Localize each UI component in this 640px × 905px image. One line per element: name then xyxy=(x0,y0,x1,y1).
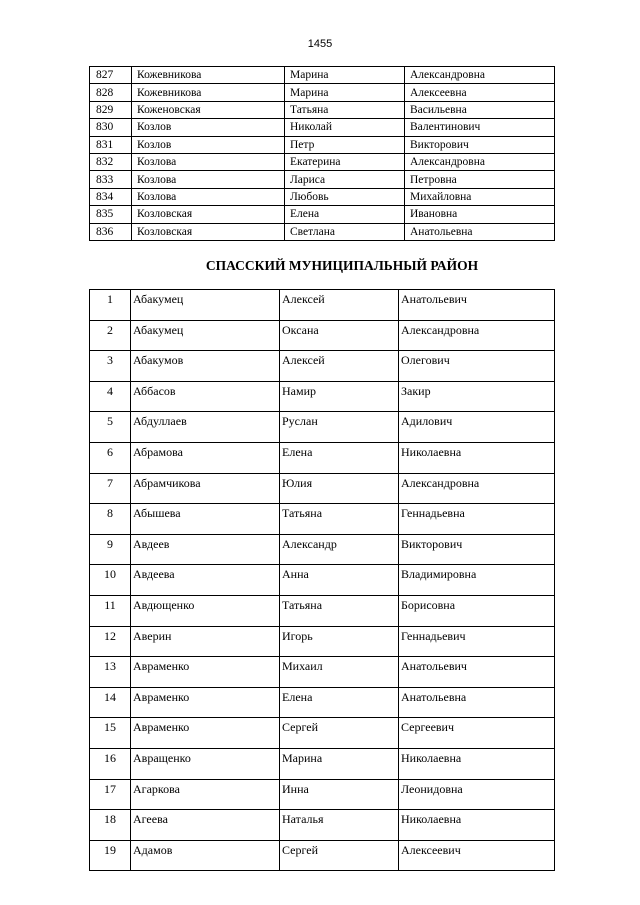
surname-cell: Абдуллаев xyxy=(131,412,280,443)
patronymic-cell: Александровна xyxy=(405,153,555,170)
surname-cell: Авраменко xyxy=(131,687,280,718)
table-row xyxy=(90,84,555,101)
surname-cell: Абакумец xyxy=(131,320,280,351)
table-row xyxy=(90,119,555,136)
surname-cell: Авдющенко xyxy=(131,595,280,626)
patronymic-cell: Валентинович xyxy=(405,119,555,136)
row-number: 833 xyxy=(90,171,132,188)
patronymic-cell: Александровна xyxy=(405,67,555,84)
table-row xyxy=(90,320,555,351)
table-row xyxy=(90,595,555,626)
table-row xyxy=(90,381,555,412)
table-row xyxy=(90,101,555,118)
first-name-cell: Татьяна xyxy=(280,595,399,626)
patronymic-cell: Адилович xyxy=(399,412,555,443)
table-row xyxy=(90,779,555,810)
patronymic-cell: Алексеевна xyxy=(405,84,555,101)
surname-cell: Абрамчикова xyxy=(131,473,280,504)
table-row xyxy=(90,290,555,321)
row-number: 13 xyxy=(90,657,131,688)
surname-cell: Козловская xyxy=(132,223,285,240)
patronymic-cell: Петровна xyxy=(405,171,555,188)
row-number: 10 xyxy=(90,565,131,596)
surname-cell: Козловская xyxy=(132,206,285,223)
table-row xyxy=(90,473,555,504)
row-number: 835 xyxy=(90,206,132,223)
surname-cell: Кожевникова xyxy=(132,84,285,101)
table-row xyxy=(90,718,555,749)
first-name-cell: Сергей xyxy=(280,840,399,871)
first-name-cell: Елена xyxy=(280,687,399,718)
first-name-cell: Наталья xyxy=(280,810,399,841)
surname-cell: Абышева xyxy=(131,504,280,535)
first-name-cell: Марина xyxy=(285,84,405,101)
first-name-cell: Светлана xyxy=(285,223,405,240)
first-name-cell: Елена xyxy=(285,206,405,223)
table-row xyxy=(90,504,555,535)
surname-cell: Адамов xyxy=(131,840,280,871)
row-number: 1 xyxy=(90,290,131,321)
surname-cell: Абакумов xyxy=(131,351,280,382)
first-name-cell: Николай xyxy=(285,119,405,136)
table-row xyxy=(90,810,555,841)
patronymic-cell: Николаевна xyxy=(399,748,555,779)
first-name-cell: Руслан xyxy=(280,412,399,443)
row-number: 7 xyxy=(90,473,131,504)
table-row xyxy=(90,657,555,688)
first-name-cell: Намир xyxy=(280,381,399,412)
first-name-cell: Елена xyxy=(280,442,399,473)
first-name-cell: Лариса xyxy=(285,171,405,188)
patronymic-cell: Анатольевич xyxy=(399,290,555,321)
table-row xyxy=(90,840,555,871)
row-number: 2 xyxy=(90,320,131,351)
row-number: 827 xyxy=(90,67,132,84)
first-name-cell: Оксана xyxy=(280,320,399,351)
surname-cell: Козлова xyxy=(132,188,285,205)
row-number: 836 xyxy=(90,223,132,240)
row-number: 830 xyxy=(90,119,132,136)
surname-cell: Авраменко xyxy=(131,718,280,749)
surname-cell: Агаркова xyxy=(131,779,280,810)
patronymic-cell: Викторович xyxy=(405,136,555,153)
first-name-cell: Марина xyxy=(285,67,405,84)
patronymic-cell: Владимировна xyxy=(399,565,555,596)
surname-cell: Абакумец xyxy=(131,290,280,321)
patronymic-cell: Михайловна xyxy=(405,188,555,205)
patronymic-cell: Александровна xyxy=(399,473,555,504)
row-number: 11 xyxy=(90,595,131,626)
table-row xyxy=(90,565,555,596)
continued-list-table xyxy=(89,66,555,241)
patronymic-cell: Александровна xyxy=(399,320,555,351)
patronymic-cell: Николаевна xyxy=(399,442,555,473)
row-number: 829 xyxy=(90,101,132,118)
patronymic-cell: Анатольевич xyxy=(399,657,555,688)
row-number: 5 xyxy=(90,412,131,443)
first-name-cell: Александр xyxy=(280,534,399,565)
first-name-cell: Сергей xyxy=(280,718,399,749)
row-number: 3 xyxy=(90,351,131,382)
patronymic-cell: Ивановна xyxy=(405,206,555,223)
first-name-cell: Михаил xyxy=(280,657,399,688)
table-row xyxy=(90,153,555,170)
surname-cell: Агеева xyxy=(131,810,280,841)
first-name-cell: Алексей xyxy=(280,290,399,321)
surname-cell: Абрамова xyxy=(131,442,280,473)
table-row xyxy=(90,534,555,565)
page-number: 1455 xyxy=(307,38,333,50)
table-row xyxy=(90,171,555,188)
row-number: 15 xyxy=(90,718,131,749)
patronymic-cell: Анатольевна xyxy=(405,223,555,240)
first-name-cell: Татьяна xyxy=(285,101,405,118)
row-number: 8 xyxy=(90,504,131,535)
table-row xyxy=(90,67,555,84)
surname-cell: Авраменко xyxy=(131,657,280,688)
row-number: 831 xyxy=(90,136,132,153)
district-list-table xyxy=(89,289,555,871)
row-number: 9 xyxy=(90,534,131,565)
row-number: 12 xyxy=(90,626,131,657)
surname-cell: Авдеев xyxy=(131,534,280,565)
surname-cell: Авращенко xyxy=(131,748,280,779)
first-name-cell: Татьяна xyxy=(280,504,399,535)
first-name-cell: Екатерина xyxy=(285,153,405,170)
surname-cell: Кожевникова xyxy=(132,67,285,84)
first-name-cell: Игорь xyxy=(280,626,399,657)
surname-cell: Козлова xyxy=(132,171,285,188)
first-name-cell: Анна xyxy=(280,565,399,596)
table-row xyxy=(90,136,555,153)
table-row xyxy=(90,442,555,473)
row-number: 4 xyxy=(90,381,131,412)
first-name-cell: Алексей xyxy=(280,351,399,382)
surname-cell: Козлов xyxy=(132,119,285,136)
row-number: 18 xyxy=(90,810,131,841)
table-row xyxy=(90,626,555,657)
patronymic-cell: Анатольевна xyxy=(399,687,555,718)
row-number: 17 xyxy=(90,779,131,810)
table-row xyxy=(90,687,555,718)
patronymic-cell: Викторович xyxy=(399,534,555,565)
table-row xyxy=(90,188,555,205)
table-row xyxy=(90,223,555,240)
surname-cell: Коженовская xyxy=(132,101,285,118)
patronymic-cell: Васильевна xyxy=(405,101,555,118)
patronymic-cell: Борисовна xyxy=(399,595,555,626)
row-number: 832 xyxy=(90,153,132,170)
surname-cell: Аверин xyxy=(131,626,280,657)
table-row xyxy=(90,206,555,223)
patronymic-cell: Алексеевич xyxy=(399,840,555,871)
section-heading: СПАССКИЙ МУНИЦИПАЛЬНЫЙ РАЙОН xyxy=(205,258,479,273)
surname-cell: Козлов xyxy=(132,136,285,153)
patronymic-cell: Леонидовна xyxy=(399,779,555,810)
first-name-cell: Любовь xyxy=(285,188,405,205)
patronymic-cell: Геннадьевич xyxy=(399,626,555,657)
table-row xyxy=(90,748,555,779)
patronymic-cell: Николаевна xyxy=(399,810,555,841)
first-name-cell: Юлия xyxy=(280,473,399,504)
row-number: 16 xyxy=(90,748,131,779)
surname-cell: Аббасов xyxy=(131,381,280,412)
patronymic-cell: Олегович xyxy=(399,351,555,382)
row-number: 14 xyxy=(90,687,131,718)
first-name-cell: Марина xyxy=(280,748,399,779)
row-number: 6 xyxy=(90,442,131,473)
patronymic-cell: Геннадьевна xyxy=(399,504,555,535)
row-number: 834 xyxy=(90,188,132,205)
surname-cell: Козлова xyxy=(132,153,285,170)
row-number: 828 xyxy=(90,84,132,101)
first-name-cell: Петр xyxy=(285,136,405,153)
table-row xyxy=(90,351,555,382)
surname-cell: Авдеева xyxy=(131,565,280,596)
row-number: 19 xyxy=(90,840,131,871)
first-name-cell: Инна xyxy=(280,779,399,810)
patronymic-cell: Закир xyxy=(399,381,555,412)
table-row xyxy=(90,412,555,443)
patronymic-cell: Сергеевич xyxy=(399,718,555,749)
